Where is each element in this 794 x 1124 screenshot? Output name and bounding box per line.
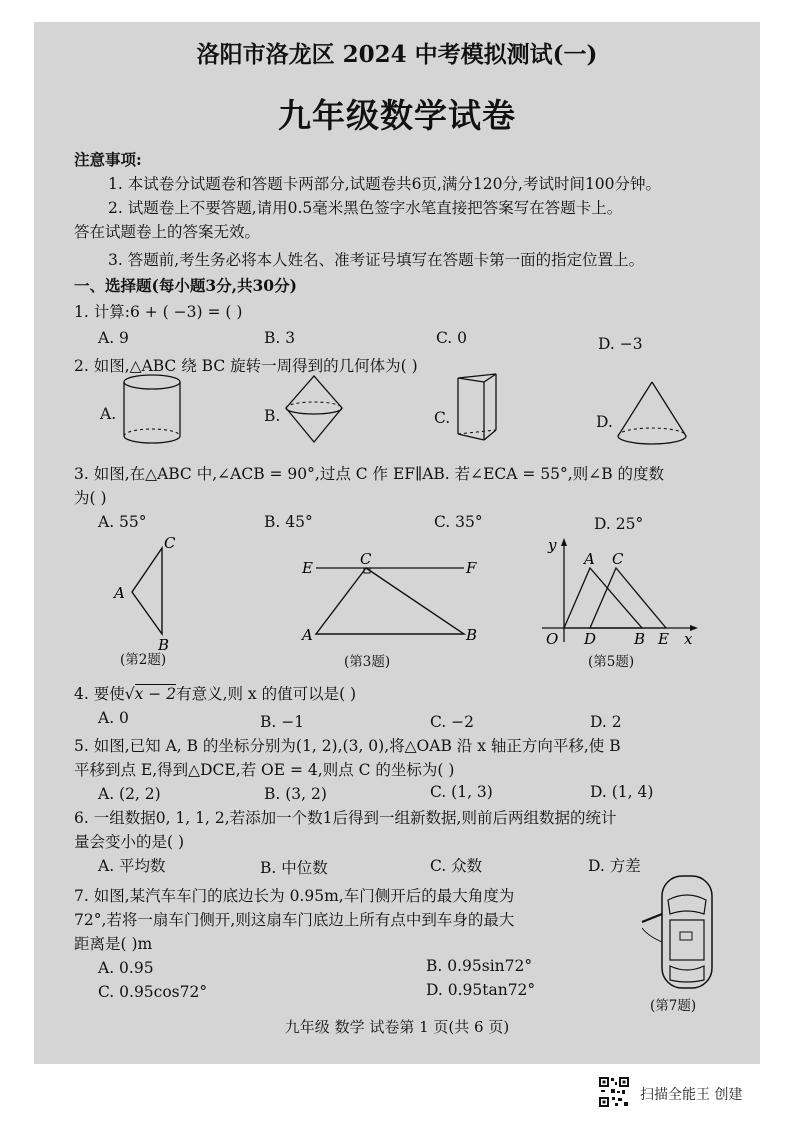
q6-stem-cont: 量会变小的是( ) [74,833,185,851]
q1-stem: 1. 计算:6 + ( −3) = ( ) [74,303,243,321]
q7-option-b: B. 0.95sin72° [426,957,533,975]
q7-option-d: D. 0.95tan72° [426,981,536,999]
q4-stem [74,684,356,704]
q1-option-a: A. 9 [98,329,129,347]
q1-option-c: C. 0 [436,329,468,347]
fig3-label-e: E [302,559,313,577]
q6-option-a: A. 平均数 [98,857,166,875]
caption-q2: (第2题) [120,652,167,668]
triangle-figure-q3 [302,550,492,650]
sqrt-sign: √ [124,685,135,703]
fig5-label-y: y [548,536,557,554]
q7-stem: 7. 如图,某汽车车门的底边长为 0.95m,车门侧开后的最大角度为 [74,887,515,905]
q5-option-a: A. (2, 2) [98,785,161,803]
coordinate-figure-q5 [532,532,702,652]
fig5-label-x: x [684,630,693,648]
q3-stem: 3. 如图,在△ABC 中,∠ACB = 90°,过点 C 作 EF∥AB. 若∠ECA = 55°,则∠B 的度数 [74,465,665,483]
note-item-1: 1. 本试卷分试题卷和答题卡两部分,试题卷共6页,满分120分,考试时间100分钟。 [108,175,662,193]
q4-option-c: C. −2 [430,713,475,731]
q5-stem-cont: 平移到点 E,得到△DCE,若 OE = 4,则点 C 的坐标为( ) [74,761,455,779]
q2-option-d: D. [596,413,613,431]
exam-subtitle: 九年级数学试卷 [278,96,516,135]
q7-stem-cont: 72°,若将一扇车门侧开,则这扇车门底边上所有点中到车身的最大 [74,911,515,929]
car-figure-q7 [638,870,728,1000]
fig2-label-c: C [164,534,176,552]
fig2-label-b: B [158,636,170,654]
q6-option-d: D. 方差 [588,857,641,875]
triangle-figure-q2 [106,536,196,656]
q3-option-a: A. 55° [98,513,147,531]
section-heading: 一、选择题(每小题3分,共30分) [74,276,297,295]
fig5-label-c: C [612,550,624,568]
fig5-label-o: O [546,630,559,648]
fig5-label-b: B [634,630,646,648]
exam-paper [34,22,760,1064]
fig3-label-f: F [466,559,477,577]
q7-stem-cont2: 距离是( )m [74,935,153,953]
exam-title: 洛阳市洛龙区 2024 中考模拟测试(一) [196,41,598,68]
page-footer: 九年级 数学 试卷第 1 页(共 6 页) [284,1018,510,1036]
q6-option-b: B. 中位数 [260,859,328,877]
fig5-label-a: A [584,550,595,568]
q3-option-c: C. 35° [434,513,483,531]
cylinder-figure [122,374,182,444]
note-item-2-cont: 答在试题卷上的答案无效。 [74,223,261,241]
q5-stem: 5. 如图,已知 A, B 的坐标分别为(1, 2),(3, 0),将△OAB 沿 x 轴正方向平移,使 B [74,737,621,755]
caption-q3: (第3题) [344,654,391,670]
q6-option-c: C. 众数 [430,857,483,875]
note-item-3: 3. 答题前,考生务必将本人姓名、准考证号填写在答题卡第一面的指定位置上。 [108,251,645,269]
fig5-label-d: D [584,630,597,648]
qr-code-icon [598,1076,630,1108]
cone-figure [614,380,690,450]
q3-option-b: B. 45° [264,513,313,531]
q4-stem-post: 有意义,则 x 的值可以是( ) [176,685,357,703]
q1-option-b: B. 3 [264,329,296,347]
q4-option-a: A. 0 [98,709,129,727]
q7-option-a: A. 0.95 [98,959,154,977]
caption-q7: (第7题) [650,998,697,1014]
fig3-label-a: A [302,626,313,644]
q2-option-b: B. [264,407,281,425]
caption-q5: (第5题) [588,654,635,670]
q5-option-d: D. (1, 4) [590,783,654,801]
q4-stem-pre: 4. 要使 [74,685,125,703]
q2-stem: 2. 如图,△ABC 绕 BC 旋转一周得到的几何体为( ) [74,357,418,375]
q5-option-b: B. (3, 2) [264,785,327,803]
q1-option-d: D. −3 [598,335,643,353]
q4-radicand: x − 2 [134,685,177,703]
q2-option-c: C. [434,409,451,427]
q5-option-c: C. (1, 3) [430,783,493,801]
fig2-label-a: A [114,584,125,602]
fig3-label-b: B [466,626,478,644]
q7-option-c: C. 0.95cos72° [98,983,208,1001]
fig3-label-c: C [360,550,372,568]
notes-heading: 注意事项: [74,150,142,169]
q4-option-b: B. −1 [260,713,305,731]
scanner-watermark: 扫描全能王 创建 [640,1087,743,1103]
double-cone-figure [284,374,344,444]
q3-option-d: D. 25° [594,515,644,533]
q2-option-a: A. [100,405,117,423]
prism-figure [454,372,514,444]
q3-stem-cont: 为( ) [74,489,107,507]
q4-option-d: D. 2 [590,713,622,731]
q6-stem: 6. 一组数据0, 1, 1, 2,若添加一个数1后得到一组新数据,则前后两组数据的统计 [74,809,617,827]
note-item-2: 2. 试题卷上不要答题,请用0.5毫米黑色签字水笔直接把答案写在答题卡上。 [108,199,623,217]
fig5-label-e: E [658,630,669,648]
